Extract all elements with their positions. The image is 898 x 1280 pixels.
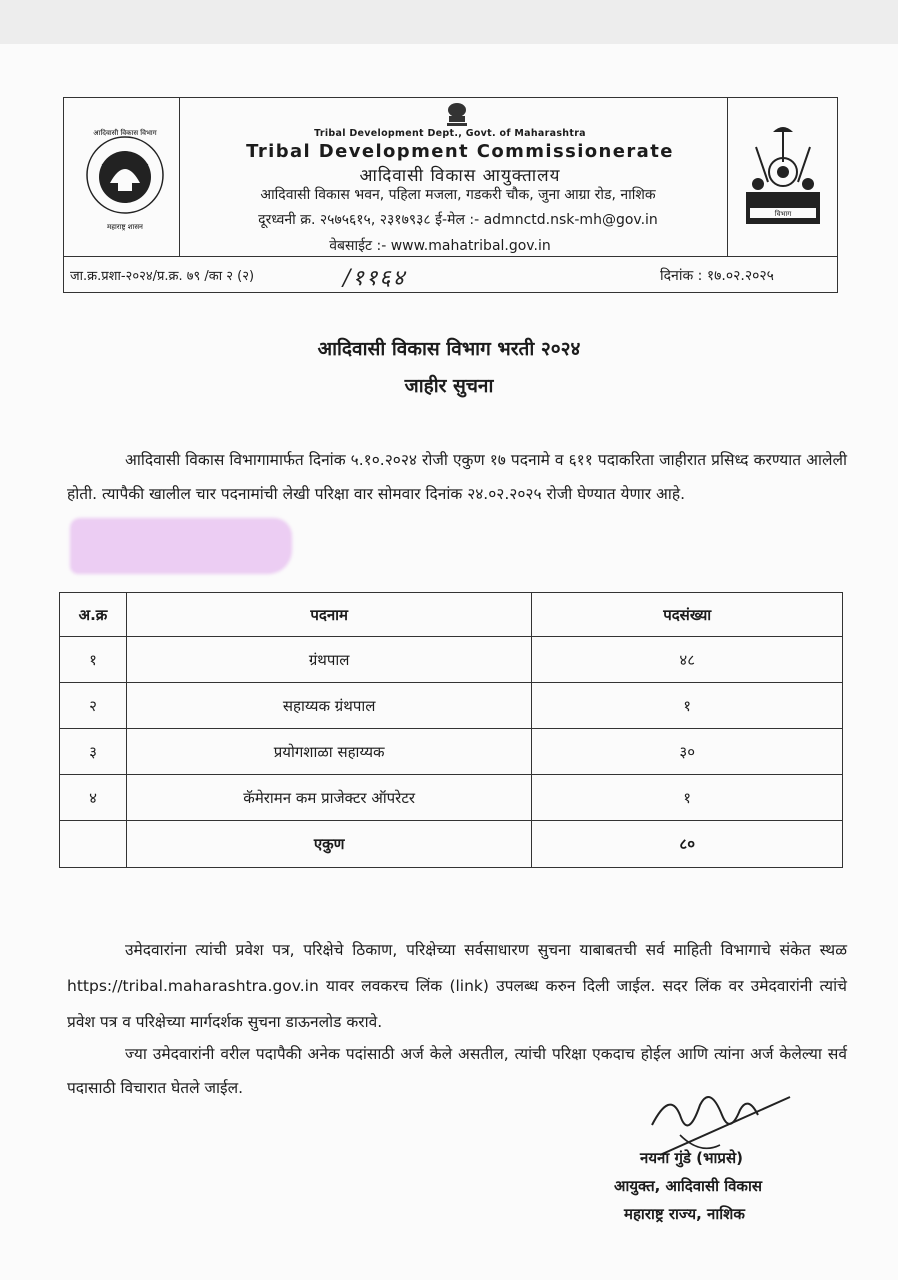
cell-serial: १ — [60, 637, 127, 683]
reference-number: जा.क्र.प्रशा-२०२४/प्र.क्र. ७९ /का २ (२) — [70, 269, 255, 284]
logo-caption-top: आदिवासी विकास विभाग — [93, 129, 157, 137]
cell-post: कॅमेरामन कम प्राजेक्टर ऑपरेटर — [126, 775, 531, 821]
notice-title: आदिवासी विकास विभाग भरती २०२४ — [317, 338, 581, 360]
highlighter-mark — [70, 518, 292, 574]
signatory-designation: आयुक्त, आदिवासी विकास — [614, 1177, 762, 1195]
intro-paragraph: आदिवासी विकास विभागामार्फत दिनांक ५.१०.२०२४ रोजी एकुण १७ पदनामे व ६११ पदाकरिता जाहीरात प्रसिध्द करण्यात आलेली होती. त्यापैकी खालील चार पदनामांची लेखी परिक्षा वार सोमवार दिनांक २४.०२.२०२५ रोजी घेण्यात येणार आहे. — [67, 451, 847, 503]
table-row — [60, 637, 843, 683]
signatory-place: महाराष्ट्र राज्य, नाशिक — [624, 1205, 745, 1223]
cell-count: १ — [532, 683, 843, 729]
notice-subtitle: जाहीर सुचना — [404, 375, 494, 397]
header-post-name: पदनाम — [126, 593, 531, 637]
handwritten-outward-number: /११६४ — [343, 266, 407, 291]
phone-email: दूरध्वनी क्र. २५७५६१५, २३१७९३८ ई-मेल :- admnctd.nsk-mh@gov.in — [258, 212, 658, 228]
cell-total-label: एकुण — [126, 821, 531, 868]
cell-empty — [60, 821, 127, 868]
cell-serial: २ — [60, 683, 127, 729]
header-post-count: पदसंख्या — [532, 593, 843, 637]
table-total-row — [60, 821, 843, 868]
admit-card-paragraph: उमेदवारांना त्यांची प्रवेश पत्र, परिक्षेचे ठिकाण, परिक्षेच्या सर्वसाधारण सुचना याबाबतची सर्व माहिती विभागाचे संकेत स्थळ https://tribal.maharashtra.gov.in यावर लवकरच लिंक (link) उपलब्ध करुन दिली जाईल. सदर लिंक वर उमेदवारांनी त्यांचे प्रवेश पत्र व परिक्षेच्या मार्गदर्शक सुचना डाऊनलोड करावे. — [67, 941, 847, 1031]
reference-date: दिनांक : १७.०२.२०२५ — [660, 268, 774, 284]
website-line: वेबसाईट :- www.mahatribal.gov.in — [329, 238, 551, 254]
table-row — [60, 683, 843, 729]
tribal-dept-logo-icon — [80, 125, 170, 235]
signatory-name: नयना गुंडे (भाप्रसे) — [640, 1149, 743, 1167]
letterhead-bottom-divider — [64, 256, 837, 257]
warli-art-emblem-icon — [738, 122, 828, 234]
office-name-marathi: आदिवासी विकास आयुक्तालय — [359, 166, 561, 186]
office-address: आदिवासी विकास भवन, पहिला मजला, गडकरी चौक, जुना आग्रा रोड, नाशिक — [260, 187, 656, 203]
cell-count: १ — [532, 775, 843, 821]
cell-count: ४८ — [532, 637, 843, 683]
dept-name-small: Tribal Development Dept., Govt. of Maharashtra — [314, 128, 586, 139]
cell-post: प्रयोगशाळा सहाय्यक — [126, 729, 531, 775]
cell-serial: ४ — [60, 775, 127, 821]
cell-count: ३० — [532, 729, 843, 775]
office-name-english: Tribal Development Commissionerate — [246, 141, 674, 162]
emblem-caption: विभाग — [774, 210, 792, 218]
header-serial: अ.क्र — [60, 593, 127, 637]
letterhead-left-divider — [179, 98, 180, 256]
multiple-posts-paragraph: ज्या उमेदवारांनी वरील पदापैकी अनेक पदांसाठी अर्ज केले असतील, त्यांची परिक्षा एकदाच होईल आणि त्यांना अर्ज केलेल्या सर्व पदासाठी विचारात घेतले जाईल. — [67, 1045, 847, 1097]
cell-post: ग्रंथपाल — [126, 637, 531, 683]
posts-table — [59, 592, 843, 868]
logo-caption-bottom: महाराष्ट्र शासन — [107, 223, 143, 231]
national-emblem-icon — [442, 100, 472, 130]
table-row — [60, 775, 843, 821]
cell-post: सहाय्यक ग्रंथपाल — [126, 683, 531, 729]
cell-serial: ३ — [60, 729, 127, 775]
table-row — [60, 729, 843, 775]
table-header-row — [60, 593, 843, 637]
cell-total-value: ८० — [532, 821, 843, 868]
